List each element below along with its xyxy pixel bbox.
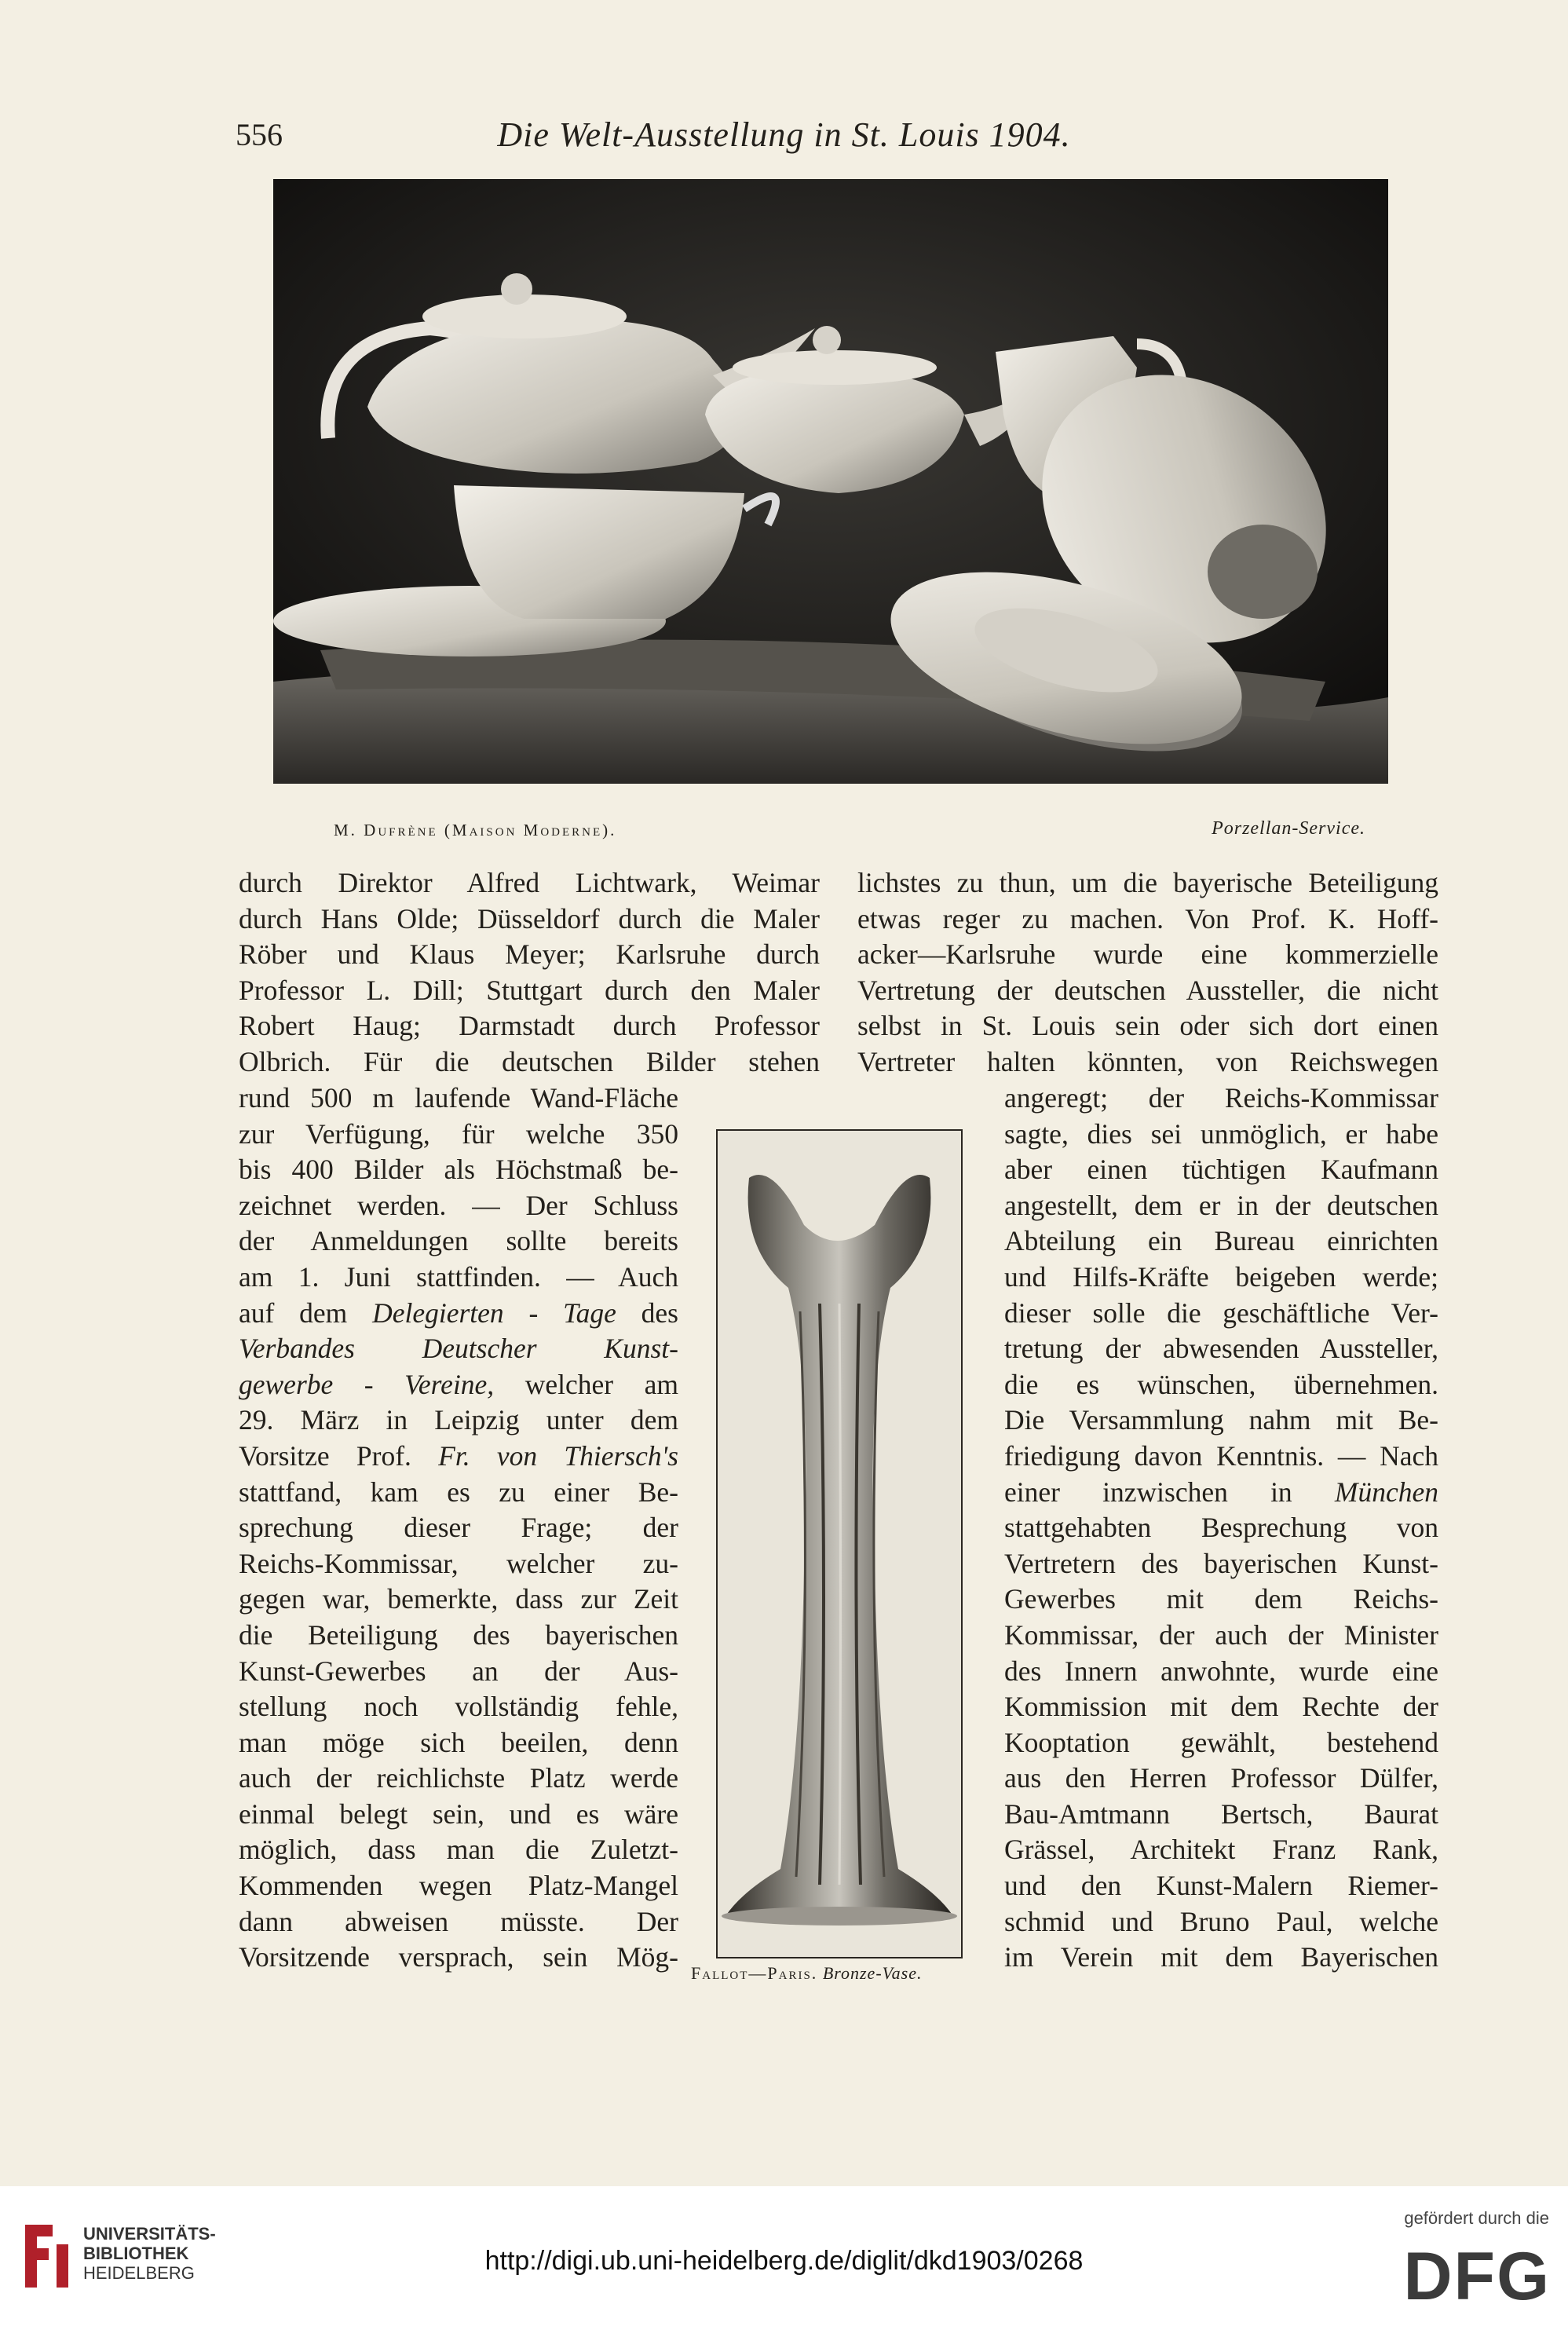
text-line: lichstes zu thun, um die bayerische Beteiligung bbox=[857, 867, 1438, 898]
right-column-full-width-text bbox=[857, 865, 1438, 1081]
text-line: tretung der abwesenden Aussteller, bbox=[1004, 1333, 1438, 1365]
text-line: des Innern anwohnte, wurde eine bbox=[1004, 1655, 1438, 1687]
text-line: Vertretung der deutschen Aussteller, die nicht bbox=[857, 974, 1438, 1006]
text-line: Gewerbes mit dem Reichs- bbox=[1004, 1583, 1438, 1615]
text-line: zur Verfügung, für welche 350 bbox=[239, 1117, 678, 1150]
text-line: aber einen tüchtigen Kaufmann bbox=[1004, 1154, 1438, 1186]
library-name-line1: UNIVERSITÄTS- bbox=[83, 2224, 216, 2244]
text-line: die es wünschen, übernehmen. bbox=[1004, 1368, 1438, 1400]
text-line: Kommission mit dem Rechte der bbox=[1004, 1691, 1438, 1723]
text-line: durch Direktor Alfred Lichtwark, Weimar bbox=[239, 867, 820, 898]
left-column-full-width-text bbox=[239, 865, 820, 1081]
text-line: zeichnet werden. — Der Schluss bbox=[239, 1189, 678, 1221]
text-line: schmid und Bruno Paul, welche bbox=[1004, 1905, 1438, 1937]
library-name-line3: HEIDELBERG bbox=[83, 2263, 195, 2283]
text-line: gegen war, bemerkte, dass zur Zeit bbox=[239, 1583, 678, 1615]
text-line: Olbrich. Für die deutschen Bilder stehen bbox=[239, 1045, 820, 1077]
text-line: aus den Herren Professor Dülfer, bbox=[1004, 1762, 1438, 1794]
digitization-footer bbox=[0, 2186, 1568, 2326]
text-line: auf dem Delegierten - Tage des bbox=[239, 1296, 678, 1329]
text-line: Vertretern des bayerischen Kunst- bbox=[1004, 1547, 1438, 1579]
text-line: einer inzwischen in München bbox=[1004, 1476, 1438, 1508]
text-line: durch Hans Olde; Düsseldorf durch die Maler bbox=[239, 902, 820, 934]
text-line: Vorsitze Prof. Fr. von Thiersch's bbox=[239, 1439, 678, 1472]
text-line: friedigung davon Kenntnis. — Nach bbox=[1004, 1439, 1438, 1472]
text-line: angeregt; der Reichs-Kommissar bbox=[1004, 1082, 1438, 1114]
text-line: Reichs-Kommissar, welcher zu- bbox=[239, 1547, 678, 1579]
library-name-line2: BIBLIOTHEK bbox=[83, 2244, 189, 2263]
text-line: angestellt, dem er in der deutschen bbox=[1004, 1189, 1438, 1221]
figure-caption-title: Porzellan-Service. bbox=[1212, 818, 1365, 839]
vase-caption-author: Fallot—Paris. bbox=[691, 1963, 818, 1983]
permalink-url[interactable]: http://digi.ub.uni-heidelberg.de/diglit/dkd1903/0268 bbox=[484, 2246, 1084, 2276]
text-line: und den Kunst-Malern Riemer- bbox=[1004, 1870, 1438, 1902]
text-line: einmal belegt sein, und es wäre bbox=[239, 1798, 678, 1830]
text-line: stattfand, kam es zu einer Be- bbox=[239, 1476, 678, 1508]
text-line: Kooptation gewählt, bestehend bbox=[1004, 1726, 1438, 1758]
text-line: 29. März in Leipzig unter dem bbox=[239, 1404, 678, 1436]
text-line: acker—Karlsruhe wurde eine kommerzielle bbox=[857, 938, 1438, 971]
text-line: Kommenden wegen Platz-Mangel bbox=[239, 1870, 678, 1902]
text-line: Vorsitzende versprach, sein Mög- bbox=[239, 1941, 678, 1973]
text-line: Verbandes Deutscher Kunst- bbox=[239, 1333, 678, 1365]
text-line: Grässel, Architekt Franz Rank, bbox=[1004, 1834, 1438, 1866]
dfg-logo: DFG bbox=[1403, 2239, 1551, 2314]
bronze-vase-photo bbox=[716, 1129, 963, 1958]
vase-caption-title: Bronze-Vase. bbox=[822, 1963, 923, 1983]
figure-caption-artist: M. Dufrène (Maison Moderne). bbox=[334, 821, 617, 839]
text-line: rund 500 m laufende Wand-Fläche bbox=[239, 1082, 678, 1114]
text-line: gewerbe - Vereine, welcher am bbox=[239, 1368, 678, 1400]
text-line: Röber und Klaus Meyer; Karlsruhe durch bbox=[239, 938, 820, 971]
text-line: der Anmeldungen sollte bereits bbox=[239, 1225, 678, 1257]
text-line: Bau-Amtmann Bertsch, Baurat bbox=[1004, 1798, 1438, 1830]
text-line: sprechung dieser Frage; der bbox=[239, 1512, 678, 1544]
text-line: am 1. Juni stattfinden. — Auch bbox=[239, 1260, 678, 1293]
running-head: Die Welt-Ausstellung in St. Louis 1904. bbox=[497, 115, 1071, 154]
page-number: 556 bbox=[236, 117, 283, 152]
text-line: Vertreter halten könnten, von Reichswegen bbox=[857, 1045, 1438, 1077]
text-line: im Verein mit dem Bayerischen bbox=[1004, 1941, 1438, 1973]
porcelain-service-photo bbox=[273, 179, 1388, 784]
text-line: dann abweisen müsste. Der bbox=[239, 1905, 678, 1937]
text-line: Kommissar, der auch der Minister bbox=[1004, 1618, 1438, 1651]
left-column-narrow-text bbox=[239, 1081, 678, 1976]
vase-caption bbox=[691, 1963, 999, 1984]
text-line: Die Versammlung nahm mit Be- bbox=[1004, 1404, 1438, 1436]
text-line: Professor L. Dill; Stuttgart durch den Maler bbox=[239, 974, 820, 1006]
text-line: Abteilung ein Bureau einrichten bbox=[1004, 1225, 1438, 1257]
text-line: sagte, dies sei unmöglich, er habe bbox=[1004, 1117, 1438, 1150]
text-line: stattgehabten Besprechung von bbox=[1004, 1512, 1438, 1544]
text-line: Robert Haug; Darmstadt durch Professor bbox=[239, 1010, 820, 1042]
text-line: und Hilfs-Kräfte beigeben werde; bbox=[1004, 1260, 1438, 1293]
text-line: dieser solle die geschäftliche Ver- bbox=[1004, 1296, 1438, 1329]
text-line: stellung noch vollständig fehle, bbox=[239, 1691, 678, 1723]
text-line: etwas reger zu machen. Von Prof. K. Hoff- bbox=[857, 902, 1438, 934]
text-line: bis 400 Bilder als Höchstmaß be- bbox=[239, 1154, 678, 1186]
text-line: man möge sich beeilen, denn bbox=[239, 1726, 678, 1758]
text-line: möglich, dass man die Zuletzt- bbox=[239, 1834, 678, 1866]
right-column-narrow-text bbox=[1004, 1081, 1438, 1976]
text-line: die Beteiligung des bayerischen bbox=[239, 1618, 678, 1651]
text-line: selbst in St. Louis sein oder sich dort einen bbox=[857, 1010, 1438, 1042]
funding-label: gefördert durch die bbox=[1404, 2208, 1549, 2228]
text-line: auch der reichlichste Platz werde bbox=[239, 1762, 678, 1794]
text-line: Kunst-Gewerbes an der Aus- bbox=[239, 1655, 678, 1687]
